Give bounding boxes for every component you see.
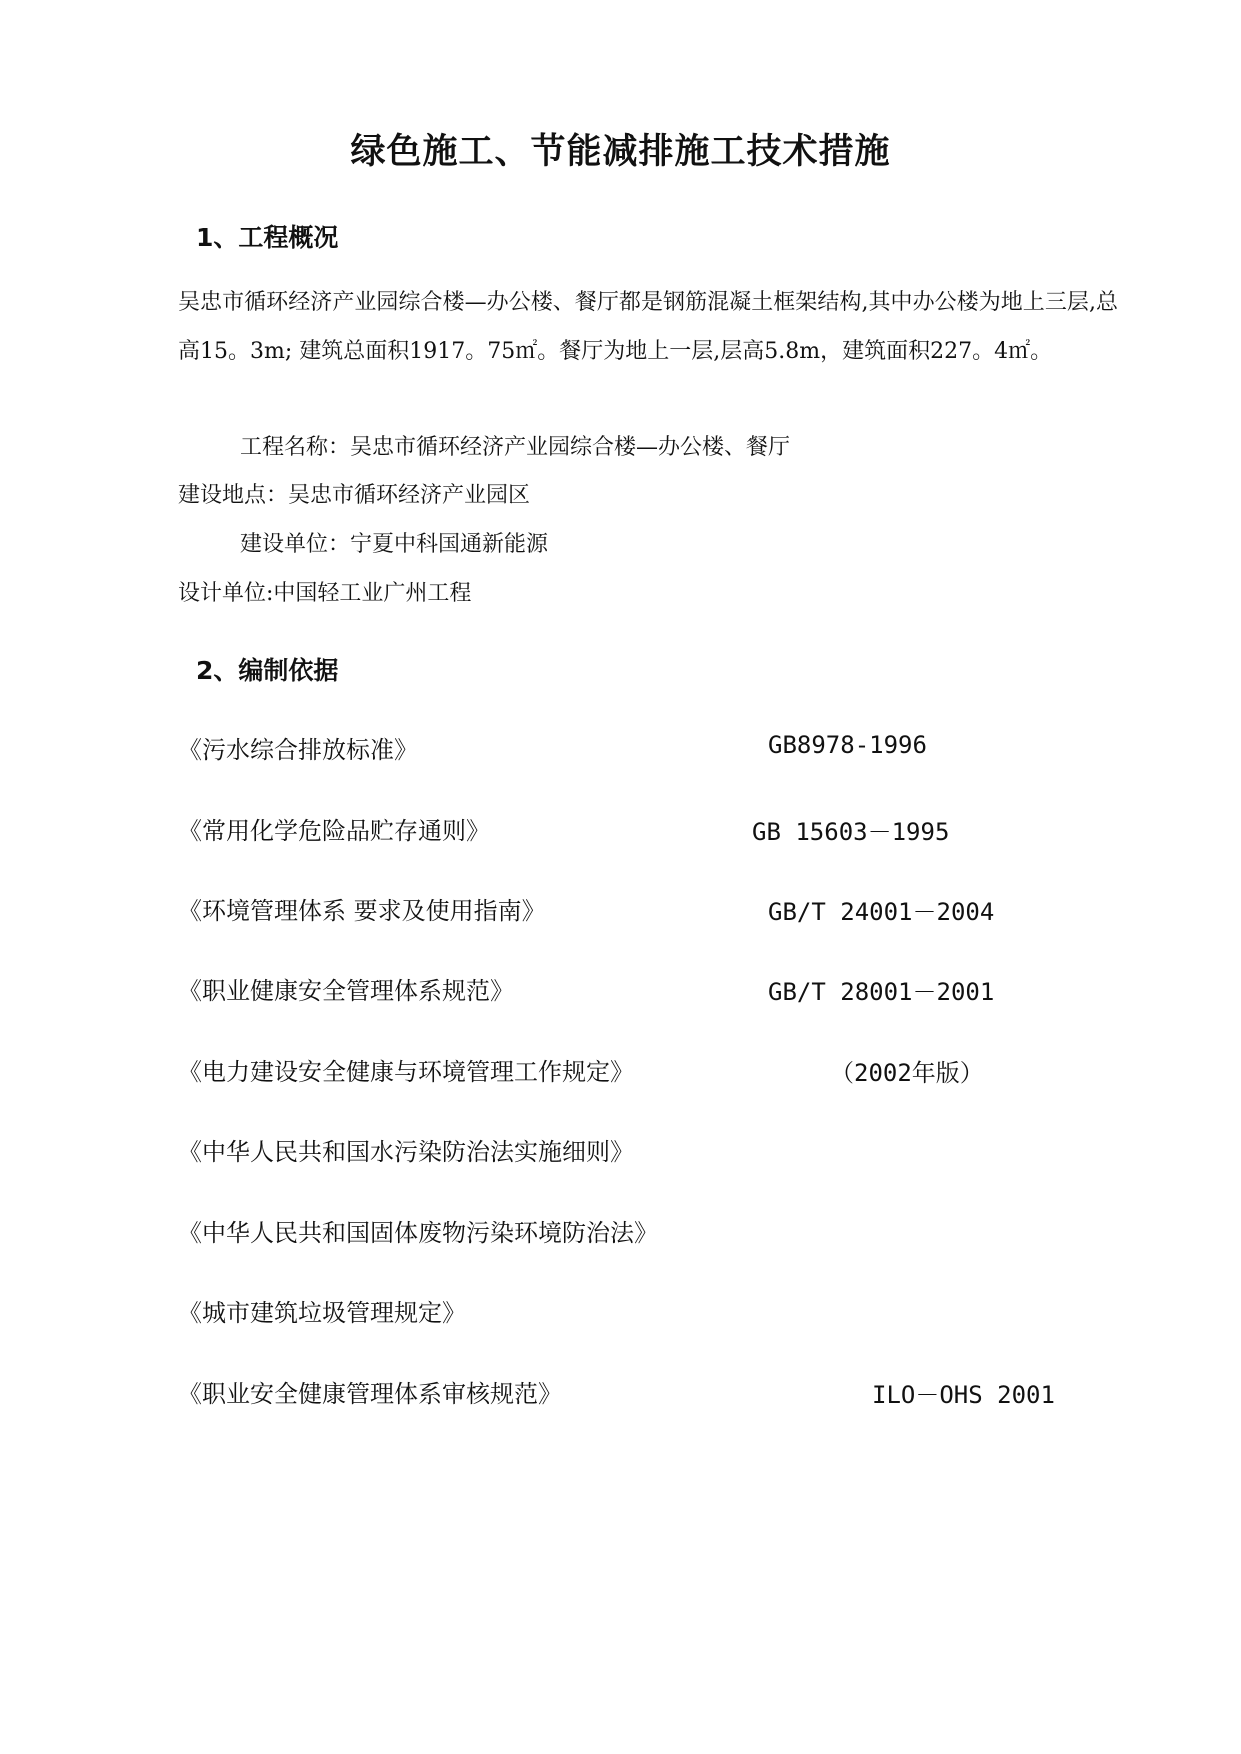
overview-paragraph: 吴忠市循环经济产业园综合楼—办公楼、餐厅都是钢筋混凝土框架结构,其中办公楼为地上三层,总高15。3m; 建筑总面积1917。75㎡。餐厅为地上一层,层高5.8m，建筑面积227。4㎡。 [178,290,1118,364]
section-heading-overview: 1、工程概况 [196,223,339,252]
reference-name: 《中华人民共和国水污染防治法实施细则》 [178,1138,634,1166]
reference-code: GB/T 24001－2004 [768,898,995,926]
reference-code: （2002年版） [830,1059,984,1087]
reference-code: GB8978-1996 [768,731,927,759]
designer-line: 设计单位:中国轻工业广州工程 [178,581,472,606]
section-heading-basis: 2、编制依据 [196,656,339,685]
reference-name: 《职业健康安全管理体系规范》 [178,977,514,1005]
reference-code: GB 15603－1995 [752,818,950,846]
reference-code: GB/T 28001－2001 [768,978,995,1006]
reference-name: 《常用化学危险品贮存通则》 [178,817,490,845]
reference-code: ILO－OHS 2001 [872,1381,1055,1409]
reference-name: 《职业安全健康管理体系审核规范》 [178,1380,562,1408]
reference-name: 《中华人民共和国固体废物污染环境防治法》 [178,1219,658,1247]
reference-name: 《环境管理体系 要求及使用指南》 [178,897,546,925]
project-name-line: 工程名称：吴忠市循环经济产业园综合楼—办公楼、餐厅 [240,435,791,460]
reference-name: 《电力建设安全健康与环境管理工作规定》 [178,1058,634,1086]
reference-name: 《污水综合排放标准》 [178,736,418,764]
document-title: 绿色施工、节能减排施工技术措施 [350,132,891,172]
location-line: 建设地点：吴忠市循环经济产业园区 [178,483,531,508]
reference-name: 《城市建筑垃圾管理规定》 [178,1299,466,1327]
builder-line: 建设单位：宁夏中科国通新能源 [240,532,549,557]
